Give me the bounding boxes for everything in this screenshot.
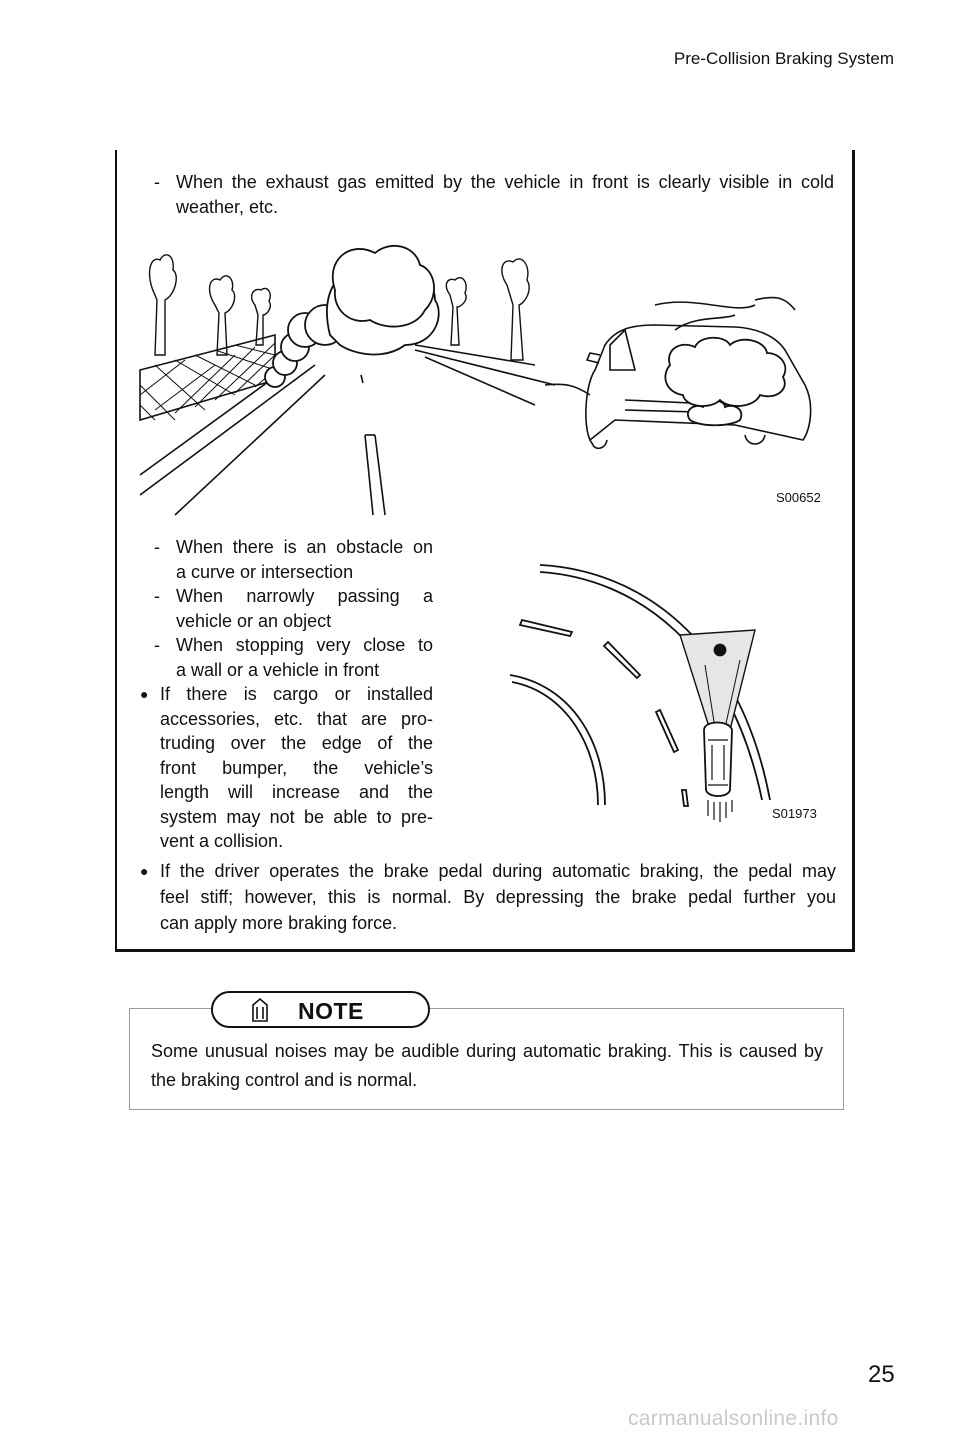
item-line: vehicle or an object — [176, 610, 332, 631]
list-item-stopping — [154, 633, 433, 682]
bullet-line: feel stiff; however, this is normal. By depressing the brake pedal further you — [160, 887, 836, 907]
bullet-icon: ● — [140, 686, 149, 702]
bullet-line: can apply more braking force. — [160, 913, 398, 933]
exhaust-illustration — [135, 235, 825, 520]
bullet-line: front bumper, the vehicle’s — [160, 757, 433, 778]
note-title: NOTE — [298, 998, 364, 1024]
figure-code-1: S00652 — [776, 490, 821, 505]
bullet-line: accessories, etc. that are pro- — [160, 708, 433, 729]
page-number: 25 — [868, 1361, 895, 1388]
dash-marker: - — [154, 586, 160, 606]
bullet-line: vent a collision. — [160, 831, 284, 851]
bullet-line: length will increase and the — [160, 782, 433, 802]
figure-code-2: S01973 — [772, 806, 817, 821]
watermark: carmanualsonline.info — [628, 1407, 839, 1430]
curve-illustration — [500, 550, 800, 830]
bullet-line: system may not be able to pre- — [160, 806, 433, 827]
note-tab — [211, 991, 430, 1028]
bullet-cargo — [140, 682, 433, 854]
note-icon — [249, 997, 271, 1023]
dash-marker: - — [154, 537, 160, 557]
bullet-line: If the driver operates the brake pedal during automatic braking, the pedal may — [160, 861, 836, 881]
item-line: a curve or intersection — [176, 561, 354, 582]
list-item-exhaust — [154, 170, 834, 219]
item-line: a wall or a vehicle in front — [176, 659, 380, 680]
dash-marker: - — [154, 635, 160, 655]
bullet-line: truding over the edge of the — [160, 733, 433, 753]
note-text: Some unusual noises may be audible during automatic braking. This is caused by the braking control and is normal. — [151, 1041, 823, 1090]
item-text: When the exhaust gas emitted by the vehicle in front is clearly visible in cold weather, etc. — [176, 172, 834, 217]
bullet-brake — [140, 858, 836, 936]
item-line: When narrowly passing a — [176, 586, 433, 606]
bullet-icon: ● — [140, 863, 149, 879]
bullet-line: If there is cargo or installed — [160, 684, 433, 704]
list-item-passing — [154, 584, 433, 633]
dash-marker: - — [154, 172, 160, 192]
item-line: When stopping very close to — [176, 635, 433, 655]
page-header: Pre-Collision Braking System — [673, 49, 894, 68]
list-item-obstacle — [154, 535, 433, 584]
item-line: When there is an obstacle on — [176, 537, 433, 557]
